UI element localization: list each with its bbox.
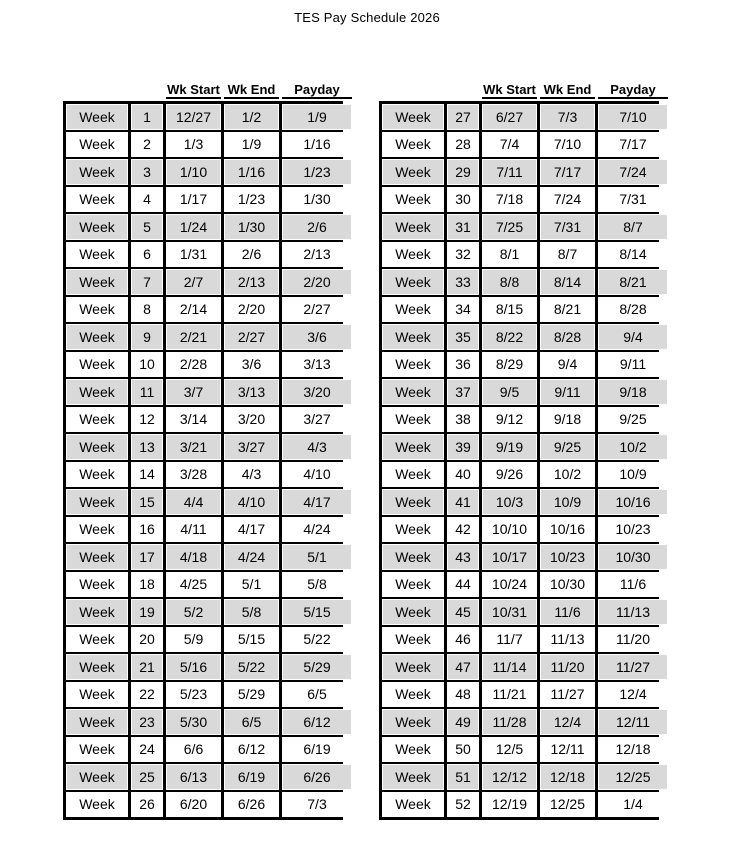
payday-cell: 11/6 xyxy=(598,572,668,598)
payday-cell: 11/20 xyxy=(598,627,668,653)
week-label-cell: Week xyxy=(382,159,444,185)
week-label-cell: Week xyxy=(382,544,444,570)
week-number-cell: 22 xyxy=(131,682,163,708)
week-number-cell: 3 xyxy=(131,159,163,185)
wk-start-cell: 8/1 xyxy=(482,242,537,268)
wk-start-cell: 10/3 xyxy=(482,489,537,515)
payday-cell: 10/16 xyxy=(598,489,668,515)
week-label-cell: Week xyxy=(66,737,128,763)
wk-end-cell: 5/22 xyxy=(224,654,279,680)
wk-end-cell: 12/4 xyxy=(540,709,595,735)
payday-cell: 7/31 xyxy=(598,187,668,213)
week-label-cell: Week xyxy=(382,187,444,213)
wk-end-cell: 10/2 xyxy=(540,462,595,488)
payday-cell: 7/10 xyxy=(598,104,668,130)
week-label-cell: Week xyxy=(382,682,444,708)
wk-start-cell: 1/3 xyxy=(166,132,221,158)
payday-cell: 1/23 xyxy=(282,159,352,185)
wk-end-cell: 5/1 xyxy=(224,572,279,598)
wk-end-cell: 11/6 xyxy=(540,599,595,625)
payday-cell: 4/3 xyxy=(282,434,352,460)
payday-cell: 8/14 xyxy=(598,242,668,268)
payday-cell: 3/13 xyxy=(282,352,352,378)
wk-start-cell: 8/8 xyxy=(482,269,537,295)
wk-end-cell: 2/20 xyxy=(224,297,279,323)
week-number-cell: 29 xyxy=(447,159,479,185)
wk-start-cell: 7/4 xyxy=(482,132,537,158)
wk-start-cell: 2/14 xyxy=(166,297,221,323)
week-label-cell: Week xyxy=(66,792,128,818)
week-number-cell: 12 xyxy=(131,407,163,433)
week-number-cell: 2 xyxy=(131,132,163,158)
week-number-cell: 7 xyxy=(131,269,163,295)
wk-start-cell: 9/26 xyxy=(482,462,537,488)
wk-end-cell: 6/5 xyxy=(224,709,279,735)
week-number-cell: 38 xyxy=(447,407,479,433)
wk-start-cell: 8/22 xyxy=(482,324,537,350)
week-label-cell: Week xyxy=(382,242,444,268)
wk-start-cell: 3/28 xyxy=(166,462,221,488)
wk-end-cell: 11/13 xyxy=(540,627,595,653)
column-header-wk-start: Wk Start xyxy=(167,82,220,97)
week-label-cell: Week xyxy=(66,709,128,735)
payday-cell: 8/28 xyxy=(598,297,668,323)
wk-start-cell: 8/29 xyxy=(482,352,537,378)
wk-start-cell: 6/20 xyxy=(166,792,221,818)
week-number-cell: 13 xyxy=(131,434,163,460)
wk-end-cell: 3/27 xyxy=(224,434,279,460)
wk-start-cell: 9/12 xyxy=(482,407,537,433)
wk-start-cell: 5/30 xyxy=(166,709,221,735)
week-number-cell: 24 xyxy=(131,737,163,763)
payday-cell: 9/18 xyxy=(598,379,668,405)
wk-end-cell: 7/24 xyxy=(540,187,595,213)
wk-start-cell: 6/6 xyxy=(166,737,221,763)
week-number-cell: 18 xyxy=(131,572,163,598)
week-number-cell: 31 xyxy=(447,214,479,240)
payday-cell: 12/18 xyxy=(598,737,668,763)
week-number-cell: 25 xyxy=(131,764,163,790)
payday-cell: 2/20 xyxy=(282,269,352,295)
pay-grid-left xyxy=(63,101,343,820)
payday-cell: 12/25 xyxy=(598,764,668,790)
week-number-cell: 40 xyxy=(447,462,479,488)
payday-cell: 5/22 xyxy=(282,627,352,653)
week-number-cell: 28 xyxy=(447,132,479,158)
week-label-cell: Week xyxy=(382,132,444,158)
wk-end-cell: 4/3 xyxy=(224,462,279,488)
wk-start-cell: 8/15 xyxy=(482,297,537,323)
wk-start-cell: 1/10 xyxy=(166,159,221,185)
wk-start-cell: 12/19 xyxy=(482,792,537,818)
wk-end-cell: 4/17 xyxy=(224,517,279,543)
wk-start-cell: 12/12 xyxy=(482,764,537,790)
wk-end-cell: 6/26 xyxy=(224,792,279,818)
wk-end-cell: 11/27 xyxy=(540,682,595,708)
week-number-cell: 6 xyxy=(131,242,163,268)
wk-start-cell: 2/7 xyxy=(166,269,221,295)
payday-cell: 1/9 xyxy=(282,104,352,130)
week-label-cell: Week xyxy=(66,214,128,240)
week-label-cell: Week xyxy=(66,297,128,323)
week-label-cell: Week xyxy=(382,737,444,763)
wk-start-cell: 3/14 xyxy=(166,407,221,433)
wk-end-cell: 9/25 xyxy=(540,434,595,460)
week-label-cell: Week xyxy=(66,434,128,460)
payday-cell: 5/29 xyxy=(282,654,352,680)
wk-end-cell: 9/11 xyxy=(540,379,595,405)
wk-start-cell: 10/31 xyxy=(482,599,537,625)
payday-cell: 7/17 xyxy=(598,132,668,158)
week-number-cell: 51 xyxy=(447,764,479,790)
week-label-cell: Week xyxy=(382,434,444,460)
wk-end-cell: 5/29 xyxy=(224,682,279,708)
week-number-cell: 20 xyxy=(131,627,163,653)
wk-start-cell: 2/28 xyxy=(166,352,221,378)
week-number-cell: 1 xyxy=(131,104,163,130)
week-label-cell: Week xyxy=(382,599,444,625)
wk-start-cell: 1/24 xyxy=(166,214,221,240)
column-header-wk-end: Wk End xyxy=(540,82,595,99)
week-label-cell: Week xyxy=(382,572,444,598)
payday-cell: 8/7 xyxy=(598,214,668,240)
week-label-cell: Week xyxy=(382,709,444,735)
column-header-payday: Payday xyxy=(598,82,668,99)
week-number-cell: 34 xyxy=(447,297,479,323)
wk-start-cell: 12/5 xyxy=(482,737,537,763)
week-label-cell: Week xyxy=(66,682,128,708)
week-label-cell: Week xyxy=(66,242,128,268)
wk-end-cell: 2/13 xyxy=(224,269,279,295)
payday-cell: 4/17 xyxy=(282,489,352,515)
week-label-cell: Week xyxy=(66,379,128,405)
week-label-cell: Week xyxy=(382,764,444,790)
week-label-cell: Week xyxy=(382,627,444,653)
week-label-cell: Week xyxy=(66,462,128,488)
week-number-cell: 52 xyxy=(447,792,479,818)
wk-end-cell: 4/10 xyxy=(224,489,279,515)
week-number-cell: 47 xyxy=(447,654,479,680)
column-header-row xyxy=(63,82,355,99)
wk-start-cell: 3/21 xyxy=(166,434,221,460)
payday-cell: 5/8 xyxy=(282,572,352,598)
week-number-cell: 14 xyxy=(131,462,163,488)
column-header-payday: Payday xyxy=(282,82,352,99)
wk-start-cell: 10/10 xyxy=(482,517,537,543)
column-header-wk-end: Wk End xyxy=(224,82,279,99)
week-label-cell: Week xyxy=(66,489,128,515)
payday-cell: 2/13 xyxy=(282,242,352,268)
week-label-cell: Week xyxy=(382,407,444,433)
wk-end-cell: 6/19 xyxy=(224,764,279,790)
week-number-cell: 21 xyxy=(131,654,163,680)
wk-end-cell: 9/4 xyxy=(540,352,595,378)
week-label-cell: Week xyxy=(382,104,444,130)
wk-end-cell: 3/13 xyxy=(224,379,279,405)
week-number-cell: 10 xyxy=(131,352,163,378)
week-number-cell: 15 xyxy=(131,489,163,515)
week-number-cell: 35 xyxy=(447,324,479,350)
payday-cell: 7/24 xyxy=(598,159,668,185)
wk-start-cell: 7/25 xyxy=(482,214,537,240)
tables-row xyxy=(63,82,734,820)
wk-end-cell: 11/20 xyxy=(540,654,595,680)
week-label-cell: Week xyxy=(66,654,128,680)
payday-cell: 1/4 xyxy=(598,792,668,818)
week-number-cell: 27 xyxy=(447,104,479,130)
column-header-row xyxy=(379,82,671,99)
wk-start-cell: 5/9 xyxy=(166,627,221,653)
week-label-cell: Week xyxy=(382,297,444,323)
wk-start-cell: 1/17 xyxy=(166,187,221,213)
payday-cell: 2/6 xyxy=(282,214,352,240)
week-label-cell: Week xyxy=(382,517,444,543)
wk-start-cell: 1/31 xyxy=(166,242,221,268)
wk-end-cell: 1/2 xyxy=(224,104,279,130)
week-number-cell: 32 xyxy=(447,242,479,268)
payday-cell: 7/3 xyxy=(282,792,352,818)
payday-cell: 5/1 xyxy=(282,544,352,570)
wk-end-cell: 6/12 xyxy=(224,737,279,763)
wk-start-cell: 4/18 xyxy=(166,544,221,570)
week-number-cell: 43 xyxy=(447,544,479,570)
week-label-cell: Week xyxy=(66,352,128,378)
payday-cell: 6/12 xyxy=(282,709,352,735)
week-label-cell: Week xyxy=(66,269,128,295)
week-number-cell: 5 xyxy=(131,214,163,240)
payday-cell: 9/4 xyxy=(598,324,668,350)
wk-end-cell: 9/18 xyxy=(540,407,595,433)
week-label-cell: Week xyxy=(382,379,444,405)
wk-end-cell: 2/6 xyxy=(224,242,279,268)
payday-cell: 3/27 xyxy=(282,407,352,433)
wk-start-cell: 5/16 xyxy=(166,654,221,680)
wk-end-cell: 10/16 xyxy=(540,517,595,543)
week-label-cell: Week xyxy=(382,654,444,680)
wk-end-cell: 3/6 xyxy=(224,352,279,378)
wk-end-cell: 2/27 xyxy=(224,324,279,350)
column-header-wk-start: Wk Start xyxy=(483,82,536,97)
wk-end-cell: 10/9 xyxy=(540,489,595,515)
week-label-cell: Week xyxy=(66,324,128,350)
week-number-cell: 4 xyxy=(131,187,163,213)
week-label-cell: Week xyxy=(66,572,128,598)
week-number-cell: 49 xyxy=(447,709,479,735)
wk-end-cell: 7/31 xyxy=(540,214,595,240)
week-number-cell: 48 xyxy=(447,682,479,708)
wk-start-cell: 5/2 xyxy=(166,599,221,625)
payday-cell: 1/16 xyxy=(282,132,352,158)
wk-start-cell: 7/11 xyxy=(482,159,537,185)
week-label-cell: Week xyxy=(66,627,128,653)
week-label-cell: Week xyxy=(66,132,128,158)
week-number-cell: 8 xyxy=(131,297,163,323)
wk-start-cell: 4/25 xyxy=(166,572,221,598)
wk-end-cell: 8/7 xyxy=(540,242,595,268)
wk-end-cell: 10/30 xyxy=(540,572,595,598)
week-number-cell: 41 xyxy=(447,489,479,515)
wk-end-cell: 4/24 xyxy=(224,544,279,570)
payday-cell: 11/27 xyxy=(598,654,668,680)
payday-cell: 1/30 xyxy=(282,187,352,213)
wk-start-cell: 12/27 xyxy=(166,104,221,130)
wk-end-cell: 10/23 xyxy=(540,544,595,570)
wk-start-cell: 9/5 xyxy=(482,379,537,405)
wk-start-cell: 7/18 xyxy=(482,187,537,213)
wk-end-cell: 1/30 xyxy=(224,214,279,240)
wk-end-cell: 7/10 xyxy=(540,132,595,158)
wk-end-cell: 12/11 xyxy=(540,737,595,763)
week-number-cell: 46 xyxy=(447,627,479,653)
week-label-cell: Week xyxy=(66,517,128,543)
week-number-cell: 16 xyxy=(131,517,163,543)
wk-start-cell: 10/24 xyxy=(482,572,537,598)
payday-cell: 10/30 xyxy=(598,544,668,570)
payday-cell: 12/4 xyxy=(598,682,668,708)
pay-table-weeks-27-52 xyxy=(379,82,671,820)
payday-cell: 9/25 xyxy=(598,407,668,433)
wk-end-cell: 7/17 xyxy=(540,159,595,185)
wk-end-cell: 12/25 xyxy=(540,792,595,818)
week-number-cell: 23 xyxy=(131,709,163,735)
week-label-cell: Week xyxy=(382,792,444,818)
week-number-cell: 42 xyxy=(447,517,479,543)
wk-end-cell: 1/23 xyxy=(224,187,279,213)
payday-cell: 9/11 xyxy=(598,352,668,378)
week-number-cell: 37 xyxy=(447,379,479,405)
payday-cell: 12/11 xyxy=(598,709,668,735)
payday-cell: 10/2 xyxy=(598,434,668,460)
week-label-cell: Week xyxy=(382,324,444,350)
wk-start-cell: 4/11 xyxy=(166,517,221,543)
payday-cell: 6/19 xyxy=(282,737,352,763)
pay-grid-right xyxy=(379,101,659,820)
wk-end-cell: 7/3 xyxy=(540,104,595,130)
wk-start-cell: 6/27 xyxy=(482,104,537,130)
wk-start-cell: 11/21 xyxy=(482,682,537,708)
wk-end-cell: 12/18 xyxy=(540,764,595,790)
pay-table-weeks-1-26 xyxy=(63,82,355,820)
week-number-cell: 44 xyxy=(447,572,479,598)
wk-end-cell: 1/9 xyxy=(224,132,279,158)
page-title: TES Pay Schedule 2026 xyxy=(294,10,440,25)
wk-start-cell: 10/17 xyxy=(482,544,537,570)
wk-start-cell: 6/13 xyxy=(166,764,221,790)
week-label-cell: Week xyxy=(66,599,128,625)
week-number-cell: 50 xyxy=(447,737,479,763)
week-number-cell: 33 xyxy=(447,269,479,295)
week-number-cell: 11 xyxy=(131,379,163,405)
payday-cell: 11/13 xyxy=(598,599,668,625)
week-number-cell: 9 xyxy=(131,324,163,350)
wk-end-cell: 5/8 xyxy=(224,599,279,625)
week-number-cell: 26 xyxy=(131,792,163,818)
payday-cell: 4/24 xyxy=(282,517,352,543)
wk-end-cell: 3/20 xyxy=(224,407,279,433)
week-label-cell: Week xyxy=(66,104,128,130)
wk-start-cell: 5/23 xyxy=(166,682,221,708)
week-label-cell: Week xyxy=(66,544,128,570)
week-label-cell: Week xyxy=(382,489,444,515)
week-label-cell: Week xyxy=(382,269,444,295)
payday-cell: 2/27 xyxy=(282,297,352,323)
wk-start-cell: 11/7 xyxy=(482,627,537,653)
wk-start-cell: 3/7 xyxy=(166,379,221,405)
week-number-cell: 45 xyxy=(447,599,479,625)
week-number-cell: 36 xyxy=(447,352,479,378)
week-label-cell: Week xyxy=(382,214,444,240)
wk-end-cell: 5/15 xyxy=(224,627,279,653)
payday-cell: 10/23 xyxy=(598,517,668,543)
week-label-cell: Week xyxy=(66,764,128,790)
week-number-cell: 30 xyxy=(447,187,479,213)
wk-start-cell: 11/28 xyxy=(482,709,537,735)
week-label-cell: Week xyxy=(66,187,128,213)
wk-start-cell: 9/19 xyxy=(482,434,537,460)
wk-start-cell: 11/14 xyxy=(482,654,537,680)
wk-end-cell: 8/28 xyxy=(540,324,595,350)
payday-cell: 6/26 xyxy=(282,764,352,790)
wk-end-cell: 8/21 xyxy=(540,297,595,323)
week-label-cell: Week xyxy=(66,407,128,433)
payday-cell: 10/9 xyxy=(598,462,668,488)
payday-cell: 6/5 xyxy=(282,682,352,708)
payday-cell: 3/20 xyxy=(282,379,352,405)
payday-cell: 3/6 xyxy=(282,324,352,350)
week-label-cell: Week xyxy=(382,462,444,488)
payday-cell: 8/21 xyxy=(598,269,668,295)
week-label-cell: Week xyxy=(66,159,128,185)
wk-start-cell: 2/21 xyxy=(166,324,221,350)
week-number-cell: 19 xyxy=(131,599,163,625)
week-number-cell: 39 xyxy=(447,434,479,460)
week-number-cell: 17 xyxy=(131,544,163,570)
wk-end-cell: 8/14 xyxy=(540,269,595,295)
wk-end-cell: 1/16 xyxy=(224,159,279,185)
week-label-cell: Week xyxy=(382,352,444,378)
wk-start-cell: 4/4 xyxy=(166,489,221,515)
payday-cell: 5/15 xyxy=(282,599,352,625)
payday-cell: 4/10 xyxy=(282,462,352,488)
